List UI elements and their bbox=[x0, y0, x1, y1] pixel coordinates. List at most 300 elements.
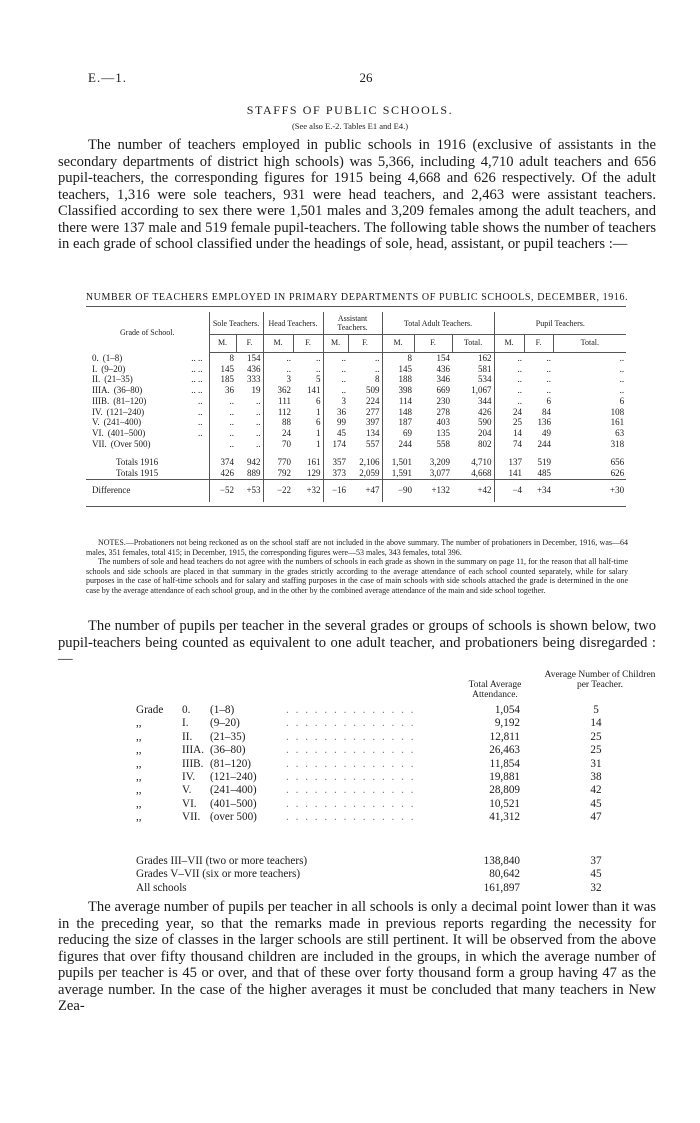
head-teachers-header: Head Teachers. bbox=[263, 312, 323, 335]
table-row bbox=[86, 353, 626, 364]
table-cell: 84 bbox=[542, 406, 552, 417]
table-row bbox=[86, 396, 626, 407]
grade-range: (241–400) bbox=[210, 784, 257, 797]
table-cell: −90 bbox=[382, 479, 414, 502]
table-cell: 278 bbox=[436, 406, 451, 417]
table-cell: −22 bbox=[263, 479, 293, 502]
table-cell: .. bbox=[209, 396, 236, 407]
table-cell: 802 bbox=[478, 438, 492, 449]
table-cell: +42 bbox=[452, 479, 494, 502]
table-cell: 49 bbox=[542, 427, 552, 438]
table-cell: 69 bbox=[382, 428, 414, 439]
table-cell: .. bbox=[263, 353, 293, 364]
list-item bbox=[136, 882, 656, 895]
difference-label: Difference bbox=[86, 479, 209, 502]
rule-cell bbox=[293, 502, 323, 507]
table-cell: .. bbox=[494, 385, 524, 396]
section-subreference: (See also E.-2. Tables E1 and E4.) bbox=[291, 121, 409, 131]
grade-numeral: IIIB. bbox=[182, 757, 204, 770]
table-cell: 318 bbox=[610, 438, 625, 449]
table-cell: 88 bbox=[263, 417, 293, 428]
average-attendance: 41,312 bbox=[489, 811, 520, 824]
spacer-cell bbox=[452, 449, 494, 457]
table-cell: 25 bbox=[494, 417, 524, 428]
grade-numeral: IV. bbox=[92, 406, 103, 417]
table-cell: 6 bbox=[316, 395, 321, 406]
table-cell: 224 bbox=[366, 395, 380, 406]
children-per-teacher: 47 bbox=[590, 811, 602, 824]
rule-cell bbox=[382, 502, 414, 507]
rule-cell bbox=[183, 502, 209, 507]
table-row bbox=[86, 428, 626, 439]
subheader-f: F. bbox=[236, 335, 263, 353]
table-cell: 770 bbox=[263, 457, 293, 468]
table-cell: .. bbox=[256, 406, 261, 417]
table-cell: .. bbox=[494, 396, 524, 407]
totals-label: Totals 1916 bbox=[116, 457, 159, 468]
table-cell: .. bbox=[263, 364, 293, 375]
list-item bbox=[136, 704, 656, 717]
grade-numeral: VII. bbox=[92, 438, 107, 449]
grade-range: (9–20) bbox=[210, 717, 240, 730]
rule-cell bbox=[236, 502, 263, 507]
paragraph-average-discussion: The average number of pupils per teacher in all schools is only a decimal point lower than it was in the preceding year, so that the remarks made in previous reports regarding the necessity for reducing the size of classes in the larger schools are still pertinent. It will be observed from the above figures that over fifty thousand children are included in the groups, in which the average number of pupils per teacher is 45 or over, and that of these over forty thousand form a group having 47 as the average number. In the case of the higher averages it must be concluded that many teachers in New Zea- bbox=[58, 899, 656, 1014]
table-cell: 362 bbox=[263, 385, 293, 396]
average-attendance: 80,642 bbox=[489, 868, 520, 881]
grade-label bbox=[86, 439, 183, 450]
spacer-cell bbox=[293, 449, 323, 457]
table-cell: 24 bbox=[263, 428, 293, 439]
rule-cell bbox=[553, 502, 626, 507]
grade-prefix: ,, bbox=[136, 770, 142, 783]
average-attendance: 138,840 bbox=[483, 855, 520, 867]
table-cell: 1 bbox=[316, 406, 321, 417]
table-cell: 534 bbox=[478, 374, 492, 385]
teachers-table bbox=[86, 312, 626, 507]
table-cell: .. bbox=[546, 363, 552, 374]
table-cell: 346 bbox=[436, 374, 451, 385]
average-attendance: 10,521 bbox=[489, 797, 520, 810]
grade-numeral: V. bbox=[182, 784, 192, 797]
leader-dots: .. .. bbox=[191, 374, 203, 385]
table-cell: .. bbox=[209, 428, 236, 439]
table-cell: 398 bbox=[382, 385, 414, 396]
list-item bbox=[136, 855, 656, 868]
table-cell: 397 bbox=[366, 417, 380, 428]
average-attendance: 12,811 bbox=[489, 730, 520, 743]
grade-prefix: ,, bbox=[136, 757, 142, 770]
grade-numeral: VI. bbox=[92, 427, 104, 438]
table-row bbox=[86, 364, 626, 375]
group-label: Grades III–VII (two or more teachers) bbox=[136, 855, 308, 867]
rule-cell bbox=[263, 502, 293, 507]
grade-range: (9–20) bbox=[101, 363, 126, 374]
table-cell: 519 bbox=[537, 457, 552, 468]
table-cell: 1,067 bbox=[471, 385, 492, 396]
table-cell: 436 bbox=[436, 363, 451, 374]
grade-numeral: IV. bbox=[182, 770, 196, 783]
totals-row bbox=[86, 457, 626, 468]
table-cell: 114 bbox=[382, 396, 414, 407]
average-children-per-teacher-header: Average Number of Children per Teacher. bbox=[544, 670, 656, 690]
table-cell: 2,106 bbox=[359, 457, 380, 468]
children-per-teacher: 25 bbox=[590, 730, 602, 743]
table-cell: .. bbox=[546, 385, 552, 396]
table-cell: 45 bbox=[323, 428, 348, 439]
grade-prefix: ,, bbox=[136, 744, 142, 757]
grade-prefix: ,, bbox=[136, 811, 142, 824]
grade-numeral: V. bbox=[92, 417, 100, 428]
leader-dots: . . . . . . . . . . . . . . bbox=[286, 811, 416, 824]
total-average-attendance-header: Total Average Attendance. bbox=[468, 680, 522, 700]
total-adult-teachers-header: Total Adult Teachers. bbox=[382, 312, 494, 335]
leader-dots: .. bbox=[198, 406, 203, 417]
subheader-m: M. bbox=[494, 335, 524, 353]
group-label: Grades V–VII (six or more teachers) bbox=[136, 868, 301, 881]
grade-prefix: ,, bbox=[136, 797, 142, 810]
totals-row bbox=[86, 468, 626, 479]
table-cell: 145 bbox=[209, 364, 236, 375]
grade-prefix: ,, bbox=[136, 717, 142, 730]
table-cell: 187 bbox=[382, 417, 414, 428]
grade-label bbox=[86, 396, 183, 407]
leader-dots: . . . . . . . . . . . . . . bbox=[286, 730, 416, 743]
children-per-teacher: 37 bbox=[590, 855, 602, 867]
average-attendance: 26,463 bbox=[489, 744, 520, 757]
table-cell: 374 bbox=[209, 457, 236, 468]
subheader-total: Total. bbox=[553, 335, 626, 353]
subheader-m: M. bbox=[323, 335, 348, 353]
table-cell: 185 bbox=[209, 374, 236, 385]
grade-range: (36–80) bbox=[210, 744, 246, 757]
table-cell: 74 bbox=[494, 439, 524, 450]
table-cell: 557 bbox=[366, 438, 380, 449]
table-cell: 14 bbox=[494, 428, 524, 439]
table-cell: .. bbox=[323, 353, 348, 364]
table-cell: −52 bbox=[209, 479, 236, 502]
paragraph-pupils-per-teacher: The number of pupils per teacher in the several grades or groups of schools is shown below, two pupil-teachers being counted as equivalent to one adult teacher, and probationers being disregarded :— bbox=[58, 618, 656, 667]
children-per-teacher: 38 bbox=[590, 770, 602, 783]
children-per-teacher: 45 bbox=[590, 797, 602, 810]
report-reference: E.—1. bbox=[88, 70, 127, 85]
table-row bbox=[86, 417, 626, 428]
table-cell: 244 bbox=[382, 439, 414, 450]
grade-prefix: ,, bbox=[136, 730, 142, 743]
spacer-cell bbox=[414, 449, 452, 457]
table-cell: 333 bbox=[247, 374, 261, 385]
subheader-m: M. bbox=[382, 335, 414, 353]
average-attendance: 9,192 bbox=[494, 717, 520, 730]
grade-range: (121–240) bbox=[106, 406, 145, 417]
table-notes bbox=[86, 538, 628, 596]
table-cell: 230 bbox=[436, 395, 451, 406]
grade-numeral: VII. bbox=[182, 811, 201, 824]
leader-dots: .. bbox=[198, 395, 203, 406]
grade-label bbox=[86, 428, 183, 439]
subheader-m: M. bbox=[263, 335, 293, 353]
section-title: STAFFS OF PUBLIC SCHOOLS. bbox=[246, 103, 454, 117]
note-probationers: NOTES.—Probationers not being reckoned as on the school staff are not included in the above summary. The number of probationers in December, 1916, was—64 males, 351 females, total 415; in December, 1915, the corresponding figures were—53 males, 343 females, total 396. bbox=[86, 538, 628, 557]
table-cell: .. bbox=[256, 395, 261, 406]
table-cell: .. bbox=[323, 374, 348, 385]
spacer-cell bbox=[86, 449, 183, 457]
table-cell: 36 bbox=[323, 407, 348, 418]
table-cell: 626 bbox=[610, 468, 625, 479]
grade-numeral: I. bbox=[92, 363, 98, 374]
grade-range: (36–80) bbox=[113, 385, 143, 396]
average-attendance: 1,054 bbox=[494, 704, 520, 716]
rule-cell bbox=[323, 502, 348, 507]
subheader-f: F. bbox=[524, 335, 553, 353]
group-label: All schools bbox=[136, 881, 187, 894]
grade-range: (401–500) bbox=[107, 427, 146, 438]
table-cell: 277 bbox=[366, 406, 380, 417]
table-cell: 590 bbox=[478, 417, 492, 428]
table-top-rule bbox=[86, 306, 626, 307]
sole-teachers-header: Sole Teachers. bbox=[209, 312, 263, 335]
table-cell: 108 bbox=[610, 406, 625, 417]
attendance-table-groups bbox=[136, 855, 656, 895]
table-title: NUMBER OF TEACHERS EMPLOYED IN PRIMARY DEPARTMENTS OF PUBLIC SCHOOLS, DECEMBER, 1916. bbox=[85, 292, 629, 303]
table-cell: .. bbox=[256, 417, 261, 428]
grade-label bbox=[86, 374, 183, 385]
table-cell: 136 bbox=[537, 417, 552, 428]
grade-numeral: IIIA. bbox=[92, 385, 110, 396]
grade-label bbox=[86, 385, 183, 396]
table-cell: 141 bbox=[307, 385, 321, 396]
table-cell: 135 bbox=[436, 427, 451, 438]
rule-cell bbox=[209, 502, 236, 507]
subheader-f: F. bbox=[414, 335, 452, 353]
grade-label bbox=[86, 407, 183, 418]
table-cell: 137 bbox=[494, 457, 524, 468]
table-cell: 19 bbox=[251, 385, 261, 396]
grade-numeral: IIIA. bbox=[182, 744, 205, 757]
list-item bbox=[136, 784, 656, 797]
table-cell: .. bbox=[316, 363, 321, 374]
table-cell: −16 bbox=[323, 479, 348, 502]
table-cell: 3 bbox=[263, 374, 293, 385]
table-cell: 99 bbox=[323, 417, 348, 428]
table-cell: +47 bbox=[348, 479, 382, 502]
table-cell: .. bbox=[619, 353, 625, 363]
spacer-cell bbox=[183, 449, 209, 457]
spacer-cell bbox=[553, 449, 626, 457]
list-item bbox=[136, 868, 656, 881]
table-cell: .. bbox=[209, 439, 236, 450]
table-cell: 161 bbox=[307, 457, 321, 468]
table-cell: −4 bbox=[494, 479, 524, 502]
grade-range: (81–120) bbox=[113, 395, 147, 406]
table-cell: 8 bbox=[382, 353, 414, 364]
table-cell: +32 bbox=[293, 479, 323, 502]
grade-numeral: 0. bbox=[182, 704, 191, 716]
table-cell: 6 bbox=[316, 417, 321, 428]
subheader-m: M. bbox=[209, 335, 236, 353]
table-cell: 154 bbox=[247, 353, 261, 363]
attendance-table-grades bbox=[136, 704, 656, 825]
table-cell: 154 bbox=[436, 353, 451, 363]
average-attendance: 161,897 bbox=[483, 881, 520, 894]
children-per-teacher: 45 bbox=[590, 868, 602, 881]
grade-numeral: II. bbox=[182, 730, 193, 743]
table-cell: 36 bbox=[209, 385, 236, 396]
table-cell: .. bbox=[619, 374, 625, 385]
subheader-total: Total. bbox=[452, 335, 494, 353]
table-cell: 63 bbox=[615, 427, 625, 438]
grade-numeral: 0. bbox=[92, 352, 99, 363]
list-item bbox=[136, 798, 656, 811]
table-cell: .. bbox=[494, 374, 524, 385]
list-item bbox=[136, 731, 656, 744]
table-cell: 162 bbox=[478, 353, 492, 363]
table-cell: 24 bbox=[494, 407, 524, 418]
grade-numeral: I. bbox=[182, 717, 189, 730]
leader-dots: . . . . . . . . . . . . . . bbox=[286, 770, 416, 783]
pupil-teachers-header: Pupil Teachers. bbox=[494, 312, 626, 335]
table-cell: .. bbox=[323, 364, 348, 375]
table-cell: 1 bbox=[316, 427, 321, 438]
table-cell: 8 bbox=[375, 374, 380, 385]
grade-range: (over 500) bbox=[210, 811, 257, 824]
table-cell: .. bbox=[316, 353, 321, 363]
table-cell: .. bbox=[494, 353, 524, 364]
table-cell: 204 bbox=[478, 427, 492, 438]
list-item bbox=[136, 758, 656, 771]
grade-range: (21–35) bbox=[104, 374, 133, 385]
table-cell: 174 bbox=[323, 439, 348, 450]
grade-range: (21–35) bbox=[210, 730, 246, 743]
grade-range: (401–500) bbox=[210, 797, 257, 810]
grade-range: (121–240) bbox=[210, 770, 257, 783]
table-cell: 145 bbox=[382, 364, 414, 375]
spacer-cell bbox=[524, 449, 553, 457]
table-cell: 112 bbox=[263, 407, 293, 418]
list-item bbox=[136, 811, 656, 824]
spacer-cell bbox=[494, 449, 524, 457]
table-cell: 1 bbox=[316, 438, 321, 449]
children-per-teacher: 25 bbox=[590, 744, 602, 757]
average-attendance: 28,809 bbox=[489, 784, 520, 797]
grade-prefix: ,, bbox=[136, 784, 142, 797]
table-cell: 558 bbox=[436, 438, 451, 449]
leader-dots: . . . . . . . . . . . . . . bbox=[286, 797, 416, 810]
spacer-cell bbox=[323, 449, 348, 457]
table-cell: 509 bbox=[366, 385, 380, 396]
children-per-teacher: 42 bbox=[590, 784, 602, 797]
spacer-cell bbox=[348, 449, 382, 457]
table-cell: 1,501 bbox=[382, 457, 414, 468]
totals-label: Totals 1915 bbox=[116, 468, 159, 479]
table-cell: 70 bbox=[263, 439, 293, 450]
rule-cell bbox=[414, 502, 452, 507]
leader-dots: .. bbox=[198, 417, 203, 428]
average-attendance: 19,881 bbox=[489, 770, 520, 783]
list-item bbox=[136, 771, 656, 784]
grade-prefix: Grade bbox=[136, 704, 164, 716]
rule-cell bbox=[524, 502, 553, 507]
table-row bbox=[86, 385, 626, 396]
table-cell: .. bbox=[494, 364, 524, 375]
table-cell: 426 bbox=[478, 406, 492, 417]
page-header bbox=[88, 70, 644, 86]
assistant-teachers-header: Assistant Teachers. bbox=[323, 312, 382, 335]
table-cell: .. bbox=[323, 385, 348, 396]
table-cell: 6 bbox=[619, 395, 625, 406]
teachers-table-body bbox=[86, 353, 626, 507]
grade-numeral: VI. bbox=[182, 797, 197, 810]
table-cell: 2,059 bbox=[359, 468, 380, 479]
leader-dots: .. .. bbox=[191, 352, 203, 363]
children-per-teacher: 5 bbox=[593, 704, 599, 716]
leader-dots: .. .. bbox=[191, 385, 203, 396]
table-cell: 344 bbox=[478, 395, 492, 406]
table-cell: 244 bbox=[537, 438, 552, 449]
leader-dots: . . . . . . . . . . . . . . bbox=[286, 704, 416, 716]
table-cell: 4,710 bbox=[471, 457, 492, 468]
difference-row bbox=[86, 479, 626, 502]
table-cell: +34 bbox=[524, 479, 553, 502]
table-spacer-row bbox=[86, 449, 626, 457]
rule-cell bbox=[86, 502, 183, 507]
table-cell: 485 bbox=[537, 468, 552, 479]
table-cell: 426 bbox=[209, 468, 236, 479]
grade-range: (241–400) bbox=[103, 417, 142, 428]
table-cell: 161 bbox=[610, 417, 625, 428]
children-per-teacher: 32 bbox=[590, 881, 602, 894]
paragraph-teachers-summary: The number of teachers employed in public schools in 1916 (exclusive of assistants in the secondary departments of district high schools) was 5,366, including 4,710 adult teachers and 656 pupil-teachers, the corresponding figures for 1915 being 4,668 and 626 respectively. Of the adult teachers, 1,316 were sole teachers, 931 were head teachers, and 2,463 were assistant teachers. Classified according to sex there were 1,501 males and 3,209 females among the adult teachers, and there were 137 male and 519 female pupil-teachers. The following table shows the number of teachers in each grade of school classified under the headings of sole, head, assistant, or pupil teachers :— bbox=[58, 137, 656, 252]
grade-label bbox=[86, 353, 183, 364]
list-item bbox=[136, 717, 656, 730]
rule-cell bbox=[452, 502, 494, 507]
page-number: 26 bbox=[359, 70, 373, 85]
table-cell: 581 bbox=[478, 363, 492, 374]
table-cell: 148 bbox=[382, 407, 414, 418]
leader-dots bbox=[183, 439, 209, 450]
table-cell: 111 bbox=[263, 396, 293, 407]
table-cell: 188 bbox=[382, 374, 414, 385]
list-item bbox=[136, 744, 656, 757]
grade-range: (1–8) bbox=[102, 352, 123, 363]
table-cell: 3 bbox=[323, 396, 348, 407]
table-cell: .. bbox=[619, 363, 625, 374]
table-cell: 3,209 bbox=[429, 457, 451, 468]
table-cell: .. bbox=[546, 374, 552, 385]
table-cell: .. bbox=[375, 363, 380, 374]
table-cell: .. bbox=[619, 385, 625, 396]
grade-column-header: Grade of School. bbox=[120, 327, 175, 337]
table-cell: .. bbox=[256, 438, 261, 449]
grade-numeral: II. bbox=[92, 374, 101, 385]
grade-label bbox=[86, 364, 183, 375]
rule-cell bbox=[348, 502, 382, 507]
table-cell: .. bbox=[375, 353, 380, 363]
table-row bbox=[86, 407, 626, 418]
table-cell: 6 bbox=[546, 395, 552, 406]
table-cell: 403 bbox=[436, 417, 451, 428]
spacer-cell bbox=[382, 449, 414, 457]
table-cell: 942 bbox=[247, 457, 261, 468]
grade-label bbox=[86, 417, 183, 428]
children-per-teacher: 31 bbox=[590, 757, 602, 770]
note-grades: The numbers of sole and head teachers do not agree with the numbers of schools in each grade as shown in the summary on page 11, for the reason that all half-time schools and side schools are placed in that summary in the grades strictly according to the average attendance of each school counted separately, while for salary purposes in the case of half-time schools and for salary and staffing purposes in the case of main schools with side schools attached the grade is determined in the one case by the average attendance of each school group, and in the other by the combined average attendance of the main and side school together. bbox=[86, 557, 628, 595]
grade-range: (Over 500) bbox=[110, 438, 151, 449]
grade-numeral: IIIB. bbox=[92, 395, 110, 406]
leader-dots: . . . . . . . . . . . . . . bbox=[286, 784, 416, 797]
table-cell: 436 bbox=[247, 363, 261, 374]
leader-dots: . . . . . . . . . . . . . . bbox=[286, 757, 416, 770]
grade-range: (81–120) bbox=[210, 757, 252, 770]
